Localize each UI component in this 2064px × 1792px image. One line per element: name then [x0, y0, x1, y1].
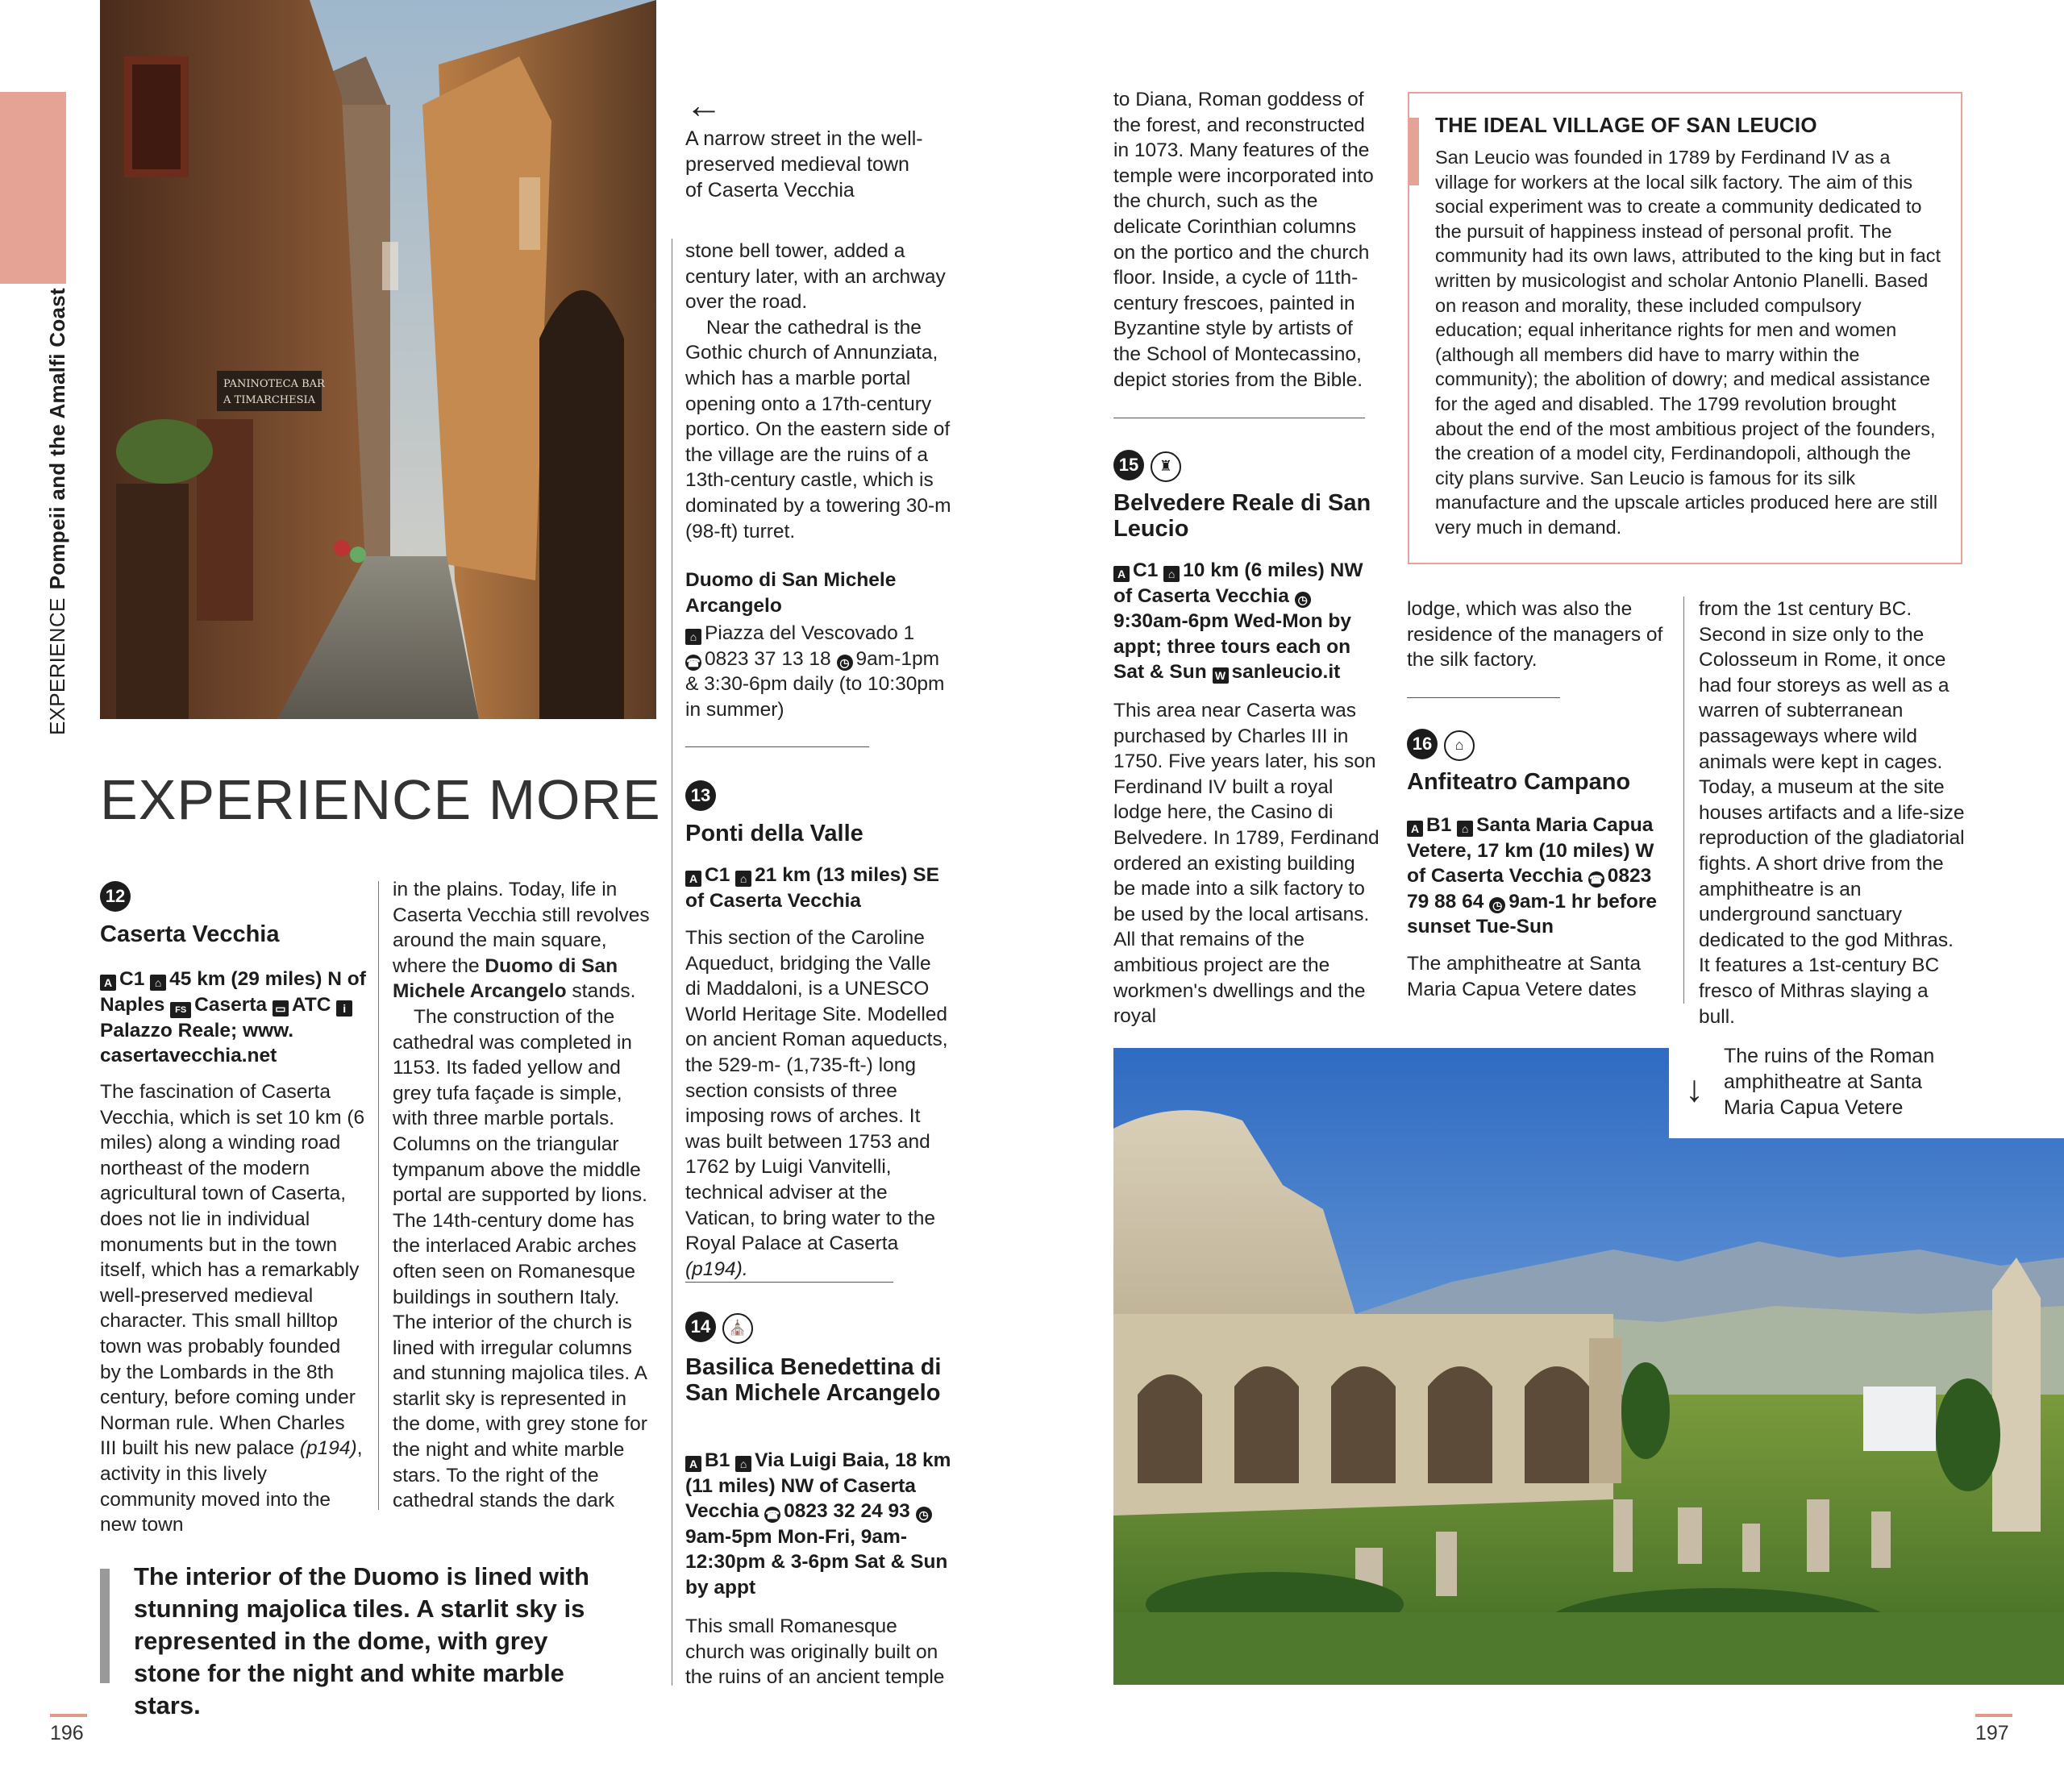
page-number-right: 197 — [1975, 1722, 2009, 1744]
amphitheatre-photo-caption: The ruins of the Roman amphitheatre at Santa Maria Capua Vetere — [1724, 1045, 1935, 1119]
address-icon: ⌂ — [150, 975, 166, 991]
duomo-info — [685, 568, 951, 618]
page-marker-left — [50, 1714, 87, 1717]
divider — [685, 746, 869, 747]
phone-icon: ☎ — [1588, 873, 1604, 887]
address-icon: ⌂ — [1163, 566, 1180, 582]
sight-15-info: A C1 ⌂ 10 km (6 miles) NW of Caserta Vecchia ◷9:30am-6pm Wed-Mon by appt; three tours each on Sat & Sun W sanleucio.it — [1113, 559, 1363, 684]
address-icon: ⌂ — [685, 629, 701, 645]
basilica-text-col1: This small Romanesque church was originally built on the ruins of an ancient temple — [685, 1615, 945, 1689]
sight-number-badge: 13 — [685, 780, 716, 811]
sight-12-title: Caserta Vecchia — [100, 921, 280, 947]
web-icon: W — [1213, 667, 1229, 684]
church-icon: ⛪ — [722, 1313, 753, 1344]
clock-icon: ◷ — [1295, 592, 1311, 608]
duomo-details: ⌂ Piazza del Vescovado 1 ☎ 0823 37 13 18 ◷ 9am-1pm & 3:30-6pm daily (to 10:30pm in summer) — [685, 622, 945, 721]
caption-arrow-left-icon: ← — [685, 84, 722, 126]
map-grid-icon: A — [1113, 566, 1130, 582]
amphitheatre-ruins-photo — [1113, 1048, 2064, 1685]
caserta-vecchia-street-photo — [100, 0, 656, 719]
map-grid-icon: A — [685, 1456, 701, 1472]
duomo-title: Duomo di San Michele Arcangelo — [685, 569, 897, 617]
sight-16-number — [1407, 729, 1475, 761]
sight-number-badge: 15 — [1113, 450, 1144, 480]
sight-number-badge: 14 — [685, 1312, 716, 1342]
map-grid-icon: A — [100, 975, 116, 991]
column-divider — [378, 881, 379, 1510]
belvedere-text: This area near Caserta was purchased by Charles III in 1750. Five years later, his son Ferdinand IV built a royal lodge here, the Casino di Belvedere. In 1789, Ferdinand ordered an existing building be made into a silk factory to be used by the local artisans. All that remains of the ambitious project are the workmen's dwellings and the royal — [1113, 700, 1379, 1028]
basilica-text-col2: to Diana, Roman goddess of the forest, and reconstructed in 1073. Many features of the temple were incorporated into the church, such as the delicate Corinthian columns on the portico and the church floor. Inside, a cycle of 11th-century frescoes, painted in Byzantine style by artists of the School of Montecassino, depict stories from the Bible. — [1113, 89, 1374, 391]
divider — [685, 1282, 893, 1283]
sight-number-badge: 16 — [1407, 729, 1438, 759]
map-grid-icon: A — [1407, 821, 1423, 837]
sight-16-info: A B1 ⌂ Santa Maria Capua Vetere, 17 km (10 miles) W of Caserta Vecchia ☎ 0823 79 88 64 ◷ 9am-1 hr before sunset Tue-Sun — [1407, 814, 1657, 938]
sight-15-title: Belvedere Reale di San Leucio — [1113, 490, 1371, 542]
section-tab — [0, 92, 66, 284]
sight-15-number — [1113, 450, 1181, 482]
sight-12-info: A C1 ⌂ 45 km (29 miles) N of Naples FS Caserta ▭ ATC iPalazzo Reale; www. casertavecchia.net — [100, 968, 366, 1067]
palace-icon: ♜ — [1151, 451, 1181, 482]
clock-icon: ◷ — [916, 1507, 932, 1523]
train-icon: FS — [170, 1002, 191, 1018]
caserta-vecchia-text-col3: stone bell tower, added a century later, with an archway over the road. Near the cathedral is the Gothic church of Annunziata, which has a marble portal opening onto a 17th-century portico. On the eastern side of the village are the ruins of a 13th-century castle, which is dominated by a towering 30-m (98-ft) turret. — [685, 240, 951, 543]
sight-number-badge: 12 — [100, 881, 131, 912]
divider — [1407, 697, 1560, 698]
address-icon: ⌂ — [735, 871, 751, 887]
feature-box-bar — [1408, 118, 1419, 185]
caption-arrow-down-icon: ↓ — [1685, 1067, 1704, 1109]
clock-icon: ◷ — [1489, 897, 1505, 913]
region-label: Pompeii and the Amalfi Coast — [45, 288, 69, 590]
phone-icon: ☎ — [686, 655, 701, 669]
sight-13-number — [685, 780, 716, 811]
sign-text-1: PANINOTECA BAR — [223, 378, 325, 390]
sight-13-title: Ponti della Valle — [685, 821, 863, 846]
map-grid-icon: A — [685, 871, 701, 887]
running-header — [45, 288, 70, 735]
phone-icon: ☎ — [765, 1508, 780, 1522]
quote-bar — [100, 1569, 110, 1683]
address-icon: ⌂ — [735, 1456, 751, 1472]
section-heading: EXPERIENCE MORE — [100, 768, 661, 831]
ponti-della-valle-text: This section of the Caroline Aqueduct, bridging the Valle di Maddaloni, is a UNESCO World Heritage Site. Modelled on ancient Roman aqueducts, the 529-m- (1,735-ft-) long section consists of three imposing rows of arches. It was built between 1753 and 1762 by Luigi Vanvitelli, technical adviser at the Vatican, to bring water to the Royal Palace at Caserta (p194). — [685, 927, 948, 1280]
clock-icon: ◷ — [837, 655, 853, 671]
sign-text-2: A TIMARCHESIA — [223, 394, 316, 406]
page-marker-right — [1975, 1714, 2012, 1717]
pull-quote: The interior of the Duomo is lined with stunning majolica tiles. A starlit sky is represented in the dome, with grey stone for the night and white marble stars. — [134, 1562, 589, 1719]
feature-box-text: San Leucio was founded in 1789 by Ferdinand IV as a village for workers at the local silk factory. The aim of this social experiment was to create a community dedicated to the pursuit of happiness instead of personal profit. The community had its own laws, attributed to the king but in fact written by musicologist and scholar Antonio Planelli. Based on reason and morality, these included compulsory education; equal inheritance rights for men and women (although all members did have to marry within the community); the abolition of dowry; and medical assistance for the aged and disabled. The 1799 revolution brought about the end of the most ambitious project of the founders, the creation of a model city, Ferdinandopoli, although the city plans survive. San Leucio is famous for its silk manufacture and the upscale articles produced here are still very much in demand. — [1435, 147, 1941, 538]
sight-14-title: Basilica Benedettina di San Michele Arcangelo — [685, 1354, 942, 1406]
anfiteatro-text-col1: The amphitheatre at Santa Maria Capua Vetere dates — [1407, 953, 1642, 1000]
caserta-vecchia-text-col1: The fascination of Caserta Vecchia, which is set 10 km (6 miles) along a winding road northeast of the modern agricultural town of Caserta, does not lie in individual monuments but in the town itself, which has a remarkably well-preserved medieval character. This small hilltop town was probably founded by the Lombards in the 8th century, before coming under Norman rule. When Charles III built his new palace (p194), activity in this lively community moved into the new town — [100, 1081, 365, 1536]
sight-12-number — [100, 881, 131, 912]
feature-box-title: THE IDEAL VILLAGE OF SAN LEUCIO — [1435, 113, 1817, 137]
sight-13-info: A C1 ⌂ 21 km (13 miles) SE of Caserta Vecchia — [685, 864, 939, 912]
belvedere-text-cont: lodge, which was also the residence of the managers of the silk factory. — [1407, 598, 1663, 671]
street-photo-caption: A narrow street in the well-preserved medieval town of Caserta Vecchia — [685, 127, 923, 202]
bus-icon: ▭ — [273, 1000, 289, 1017]
page-number-left: 196 — [50, 1722, 84, 1744]
column-divider — [1683, 597, 1684, 1004]
sight-14-number — [685, 1312, 753, 1344]
category-label: EXPERIENCE — [45, 597, 69, 735]
sight-14-info: A B1 ⌂ Via Luigi Baia, 18 km (11 miles) NW of Caserta Vecchia ☎ 0823 32 24 93 ◷9am-5pm Mon-Fri, 9am-12:30pm & 3-6pm Sat & Sun by appt — [685, 1449, 951, 1599]
caserta-vecchia-text-col2: in the plains. Today, life in Caserta Vecchia still revolves around the main square, where the Duomo di San Michele Arcangelo stands. The construction of the cathedral was completed in 1153. Its faded yellow and grey tufa façade is simple, with three marble portals. Columns on the triangular tympanum above the middle portal are supported by lions. The 14th-century dome has the interlaced Arabic arches often seen on Romanesque buildings in southern Italy. The interior of the church is lined with irregular columns and stunning majolica tiles. A starlit sky is represented in the dome, with grey stone for the night and white marble stars. To the right of the cathedral stands the dark — [393, 879, 650, 1512]
ruins-icon: ⌂ — [1444, 730, 1475, 761]
anfiteatro-text-col2: from the 1st century BC. Second in size only to the Colosseum in Rome, it once had four storeys as well as a warren of subterranean passageways where wild animals were kept in cages. Today, a museum at the site houses artifacts and a life-size reproduction of the gladiatorial fights. A short drive from the amphitheatre is an underground sanctuary dedicated to the god Mithras. It features a 1st-century BC fresco of Mithras slaying a bull. — [1699, 598, 1965, 1028]
tourist-info-icon: i — [336, 1000, 352, 1017]
address-icon: ⌂ — [1457, 821, 1473, 837]
sight-16-title: Anfiteatro Campano — [1407, 769, 1631, 795]
